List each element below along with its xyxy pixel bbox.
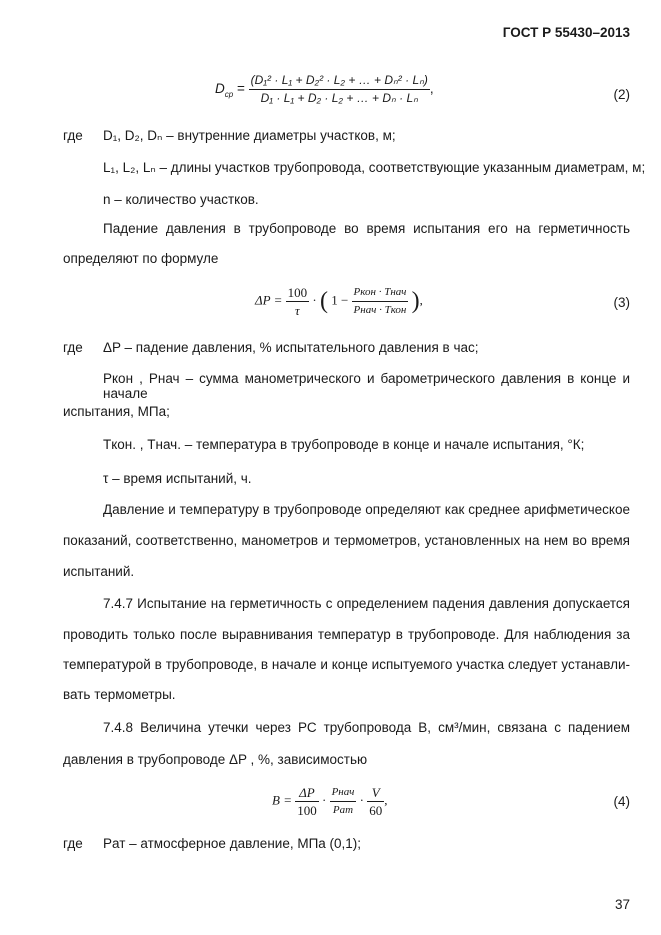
para-temp-line-1: Давление и температуру в трубопроводе определяют как среднее арифметическое bbox=[103, 502, 630, 517]
para-747-line-1: 7.4.7 Испытание на герметичность с определением падения давления допускается bbox=[103, 596, 630, 611]
formula-3-tail: , bbox=[419, 292, 423, 308]
multiply-dot: · bbox=[321, 792, 327, 808]
delta-p-definition: ΔP – падение давления, % испытательного давления в час; bbox=[103, 340, 479, 355]
formula-4 bbox=[272, 784, 387, 819]
l-definition: L₁, L₂, Lₙ – длины участков трубопровода, соответствующие указанным диаметрам, м; bbox=[103, 160, 646, 175]
formula-4-fraction-2 bbox=[330, 784, 357, 819]
formula-4-f3-den: 60 bbox=[369, 803, 383, 818]
multiply-dot: · bbox=[312, 292, 317, 308]
para-747-line-4: вать термометры. bbox=[63, 687, 176, 702]
left-paren: ( bbox=[319, 288, 328, 314]
para-temp-line-3: испытаний. bbox=[63, 564, 135, 579]
n-definition: n – количество участков. bbox=[103, 192, 259, 207]
document-header: ГОСТ Р 55430–2013 bbox=[502, 25, 630, 40]
formula-4-f1-den: 100 bbox=[297, 803, 317, 818]
formula-4-f3-num: V bbox=[367, 784, 384, 802]
formula-4-f2-den: Pат bbox=[332, 804, 354, 816]
formula-4-fraction-3 bbox=[367, 784, 384, 819]
para-pressure-line-2: определяют по формуле bbox=[63, 251, 219, 266]
right-paren: ) bbox=[411, 288, 420, 314]
page-number: 37 bbox=[614, 897, 630, 912]
where-label-2: где bbox=[63, 340, 83, 355]
formula-2-fraction bbox=[249, 72, 430, 107]
para-748-line-2: давления в трубопроводе ΔP , %, зависимостью bbox=[63, 752, 368, 767]
formula-3-frac-num: 100 bbox=[287, 285, 308, 300]
formula-3-number: (3) bbox=[613, 295, 630, 310]
t-definition: Tкон. , Tнач. – температура в трубопроводе в конце и начале испытания, °К; bbox=[103, 437, 585, 452]
formula-2-number: (2) bbox=[613, 87, 630, 102]
where-label-3: где bbox=[63, 836, 83, 851]
formula-3 bbox=[255, 284, 423, 319]
formula-3-inner-den: Pнач · Tкон bbox=[353, 304, 407, 316]
formula-3-paren-pre: 1 − bbox=[331, 292, 349, 308]
para-pressure-line-1: Падение давления в трубопроводе во время испытания его на герметичность bbox=[103, 221, 630, 236]
formula-2-tail: , bbox=[429, 81, 434, 97]
equals-sign: = bbox=[236, 81, 249, 97]
formula-2-denominator: D₁ · L₁ + D₂ · L₂ + … + Dₙ · Lₙ bbox=[260, 91, 418, 105]
formula-4-fraction-1 bbox=[295, 784, 319, 819]
formula-3-inner-num: Pкон · Tнач bbox=[352, 284, 409, 302]
formula-2 bbox=[215, 72, 434, 107]
formula-4-tail: , bbox=[384, 792, 388, 808]
para-747-line-2: проводить только после выравнивания температур в трубопроводе. Для наблюдения за bbox=[63, 627, 630, 642]
formula-4-f1-num: ΔP bbox=[295, 784, 319, 802]
formula-3-lhs: ΔP = bbox=[255, 292, 283, 308]
formula-3-inner-fraction bbox=[352, 284, 409, 319]
formula-3-fraction-100 bbox=[286, 284, 310, 319]
para-747-line-3: температурой в трубопроводе, в начале и конце испытуемого участка следует устанавли- bbox=[63, 657, 630, 672]
p-definition-line-2: испытания, МПа; bbox=[63, 404, 170, 419]
p-at-definition: Pат – атмосферное давление, МПа (0,1); bbox=[103, 836, 362, 851]
where-label-1: где bbox=[63, 128, 83, 143]
para-temp-line-2: показаний, соответственно, манометров и термометров, установленных на нем во время bbox=[63, 533, 630, 548]
formula-4-f2-num: Pнач bbox=[330, 784, 357, 802]
para-748-line-1: 7.4.8 Величина утечки через РС трубопровода B, см³/мин, связана с падением bbox=[103, 720, 630, 735]
multiply-dot: · bbox=[359, 792, 364, 808]
formula-4-lhs: B = bbox=[272, 792, 292, 808]
d-definition: D₁, D₂, Dₙ – внутренние диаметры участков, м; bbox=[103, 128, 396, 143]
p-definition-line-1: Pкон , Pнач – сумма манометрического и барометрического давления в конце и начале bbox=[103, 371, 630, 401]
tau-definition: τ – время испытаний, ч. bbox=[103, 471, 252, 486]
formula-4-number: (4) bbox=[613, 794, 630, 809]
formula-2-lhs-sub: ср bbox=[224, 89, 234, 99]
formula-3-frac-den: τ bbox=[295, 303, 300, 318]
formula-2-numerator: (D₁² · L₁ + D₂² · L₂ + … + Dₙ² · Lₙ) bbox=[249, 72, 430, 90]
formula-2-lhs: D bbox=[215, 81, 225, 97]
